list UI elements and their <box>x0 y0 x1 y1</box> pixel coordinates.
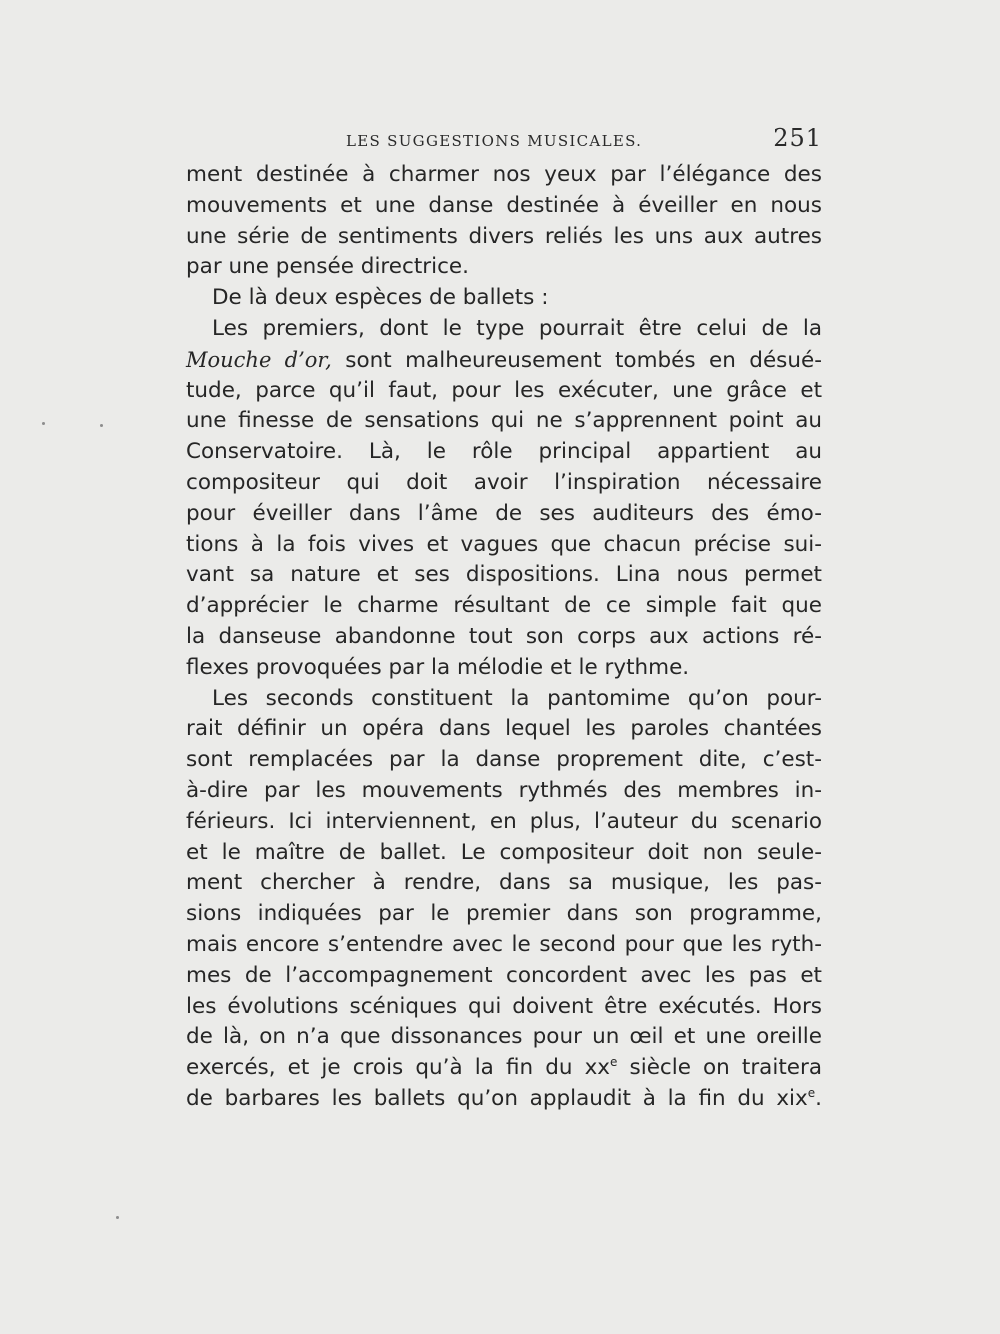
text-line: ment destinée à charmer nos yeux par l’élégance des <box>186 162 822 187</box>
text-fragment: . <box>815 1085 822 1111</box>
text-fragment: exercés, et je crois qu’à la fin du xx <box>186 1055 611 1081</box>
running-head: LES SUGGESTIONS MUSICALES. <box>346 132 643 150</box>
page-header <box>186 122 822 156</box>
italic-title: Mouche d’or, <box>186 347 332 372</box>
text-line: vant sa nature et ses dispositions. Lina nous permet <box>186 562 822 588</box>
text-line: Les seconds constituent la pantomime qu’on pour- <box>212 685 822 711</box>
text-line: Les premiers, dont le type pourrait être celui de la <box>212 315 822 341</box>
text-line: de là, on n’a que dissonances pour un œil et une oreille <box>186 1024 822 1050</box>
paper-speck <box>100 424 103 427</box>
text-line <box>186 1053 822 1084</box>
paper-speck <box>116 1216 119 1219</box>
text-line: mais encore s’entendre avec le second pour que les ryth- <box>186 931 822 957</box>
text-fragment: de barbares les ballets qu’on applaudit à la fin du xix <box>186 1085 808 1111</box>
text-line: à-dire par les mouvements rythmés des membres in- <box>186 777 822 803</box>
text-line: rait définir un opéra dans lequel les paroles chantées <box>186 716 822 742</box>
superscript: e <box>807 1085 816 1100</box>
text-line: compositeur qui doit avoir l’inspiration nécessaire <box>186 469 822 495</box>
text-line <box>186 345 822 376</box>
text-fragment: siècle on traitera <box>629 1055 822 1081</box>
text-line: une série de sentiments divers reliés les uns aux autres <box>186 223 822 249</box>
text-line: mouvements et une danse destinée à éveiller en nous <box>186 192 822 218</box>
text-line: férieurs. Ici interviennent, en plus, l’auteur du scenario <box>186 808 822 834</box>
text-line: tions à la fois vives et vagues que chacun précise sui- <box>186 531 822 557</box>
text-line: la danseuse abandonne tout son corps aux actions ré- <box>186 623 822 649</box>
text-line: une finesse de sensations qui ne s’apprennent point au <box>186 408 822 434</box>
text-line: tude, parce qu’il faut, pour les exécuter, une grâce et <box>186 377 822 403</box>
text-line: Conservatoire. Là, le rôle principal appartient au <box>186 439 822 465</box>
text-line <box>186 1084 822 1115</box>
text-line: flexes provoquées par la mélodie et le rythme. <box>186 654 690 680</box>
text-fragment: sont malheureusement tombés en désué- <box>345 347 822 373</box>
text-line: et le maître de ballet. Le compositeur doit non seule- <box>186 839 822 865</box>
text-line: sont remplacées par la danse proprement dite, c’est- <box>186 747 822 773</box>
text-line: ment chercher à rendre, dans sa musique, les pas- <box>186 870 822 896</box>
text-line: les évolutions scéniques qui doivent être exécutés. Hors <box>186 993 822 1019</box>
page-number: 251 <box>773 124 822 152</box>
text-line: De là deux espèces de ballets : <box>212 285 549 311</box>
text-line: pour éveiller dans l’âme de ses auditeurs des émo- <box>186 500 822 526</box>
text-line: mes de l’accompagnement concordent avec les pas et <box>186 962 822 988</box>
text-line: d’apprécier le charme résultant de ce simple fait que <box>186 593 822 619</box>
superscript: e <box>610 1055 618 1070</box>
text-line: par une pensée directrice. <box>186 254 469 280</box>
body-text <box>186 160 822 1115</box>
text-line: sions indiquées par le premier dans son programme, <box>186 901 822 927</box>
paper-speck <box>42 422 45 425</box>
